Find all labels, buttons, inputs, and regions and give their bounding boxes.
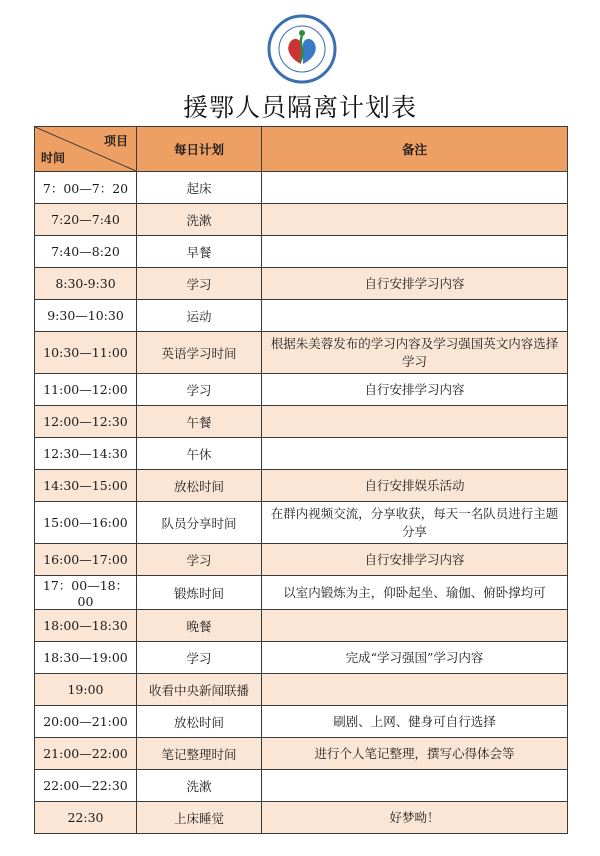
table-row — [35, 332, 568, 374]
table-header-row — [35, 127, 568, 172]
plan-cell: 午休 — [137, 438, 262, 470]
time-cell: 22:30 — [35, 802, 137, 834]
time-cell: 12:00—12:30 — [35, 406, 137, 438]
plan-cell: 洗漱 — [137, 204, 262, 236]
note-cell — [262, 204, 568, 236]
plan-cell: 晚餐 — [137, 610, 262, 642]
time-cell: 22:00—22:30 — [35, 770, 137, 802]
plan-cell: 上床睡觉 — [137, 802, 262, 834]
plan-cell: 收看中央新闻联播 — [137, 674, 262, 706]
table-row — [35, 172, 568, 204]
table-row — [35, 438, 568, 470]
plan-cell: 放松时间 — [137, 706, 262, 738]
table-row — [35, 374, 568, 406]
time-cell: 7：00—7：20 — [35, 172, 137, 204]
time-cell: 7:20—7:40 — [35, 204, 137, 236]
note-cell — [262, 610, 568, 642]
note-cell — [262, 172, 568, 204]
diagonal-header-cell — [35, 127, 137, 172]
note-cell — [262, 674, 568, 706]
note-cell: 自行安排娱乐活动 — [262, 470, 568, 502]
time-cell: 7:40—8:20 — [35, 236, 137, 268]
table-row — [35, 738, 568, 770]
time-cell: 18:30—19:00 — [35, 642, 137, 674]
plan-cell: 放松时间 — [137, 470, 262, 502]
note-cell: 根据朱美蓉发布的学习内容及学习强国英文内容选择学习 — [262, 332, 568, 374]
page-title: 援鄂人员隔离计划表 — [182, 93, 417, 122]
note-cell — [262, 236, 568, 268]
table-row — [35, 802, 568, 834]
time-cell: 15:00—16:00 — [35, 502, 137, 544]
table-row — [35, 576, 568, 610]
time-cell: 20:00—21:00 — [35, 706, 137, 738]
plan-cell: 早餐 — [137, 236, 262, 268]
note-cell: 以室内锻炼为主，仰卧起坐、瑜伽、俯卧撑均可 — [262, 576, 568, 610]
schedule-table — [34, 126, 568, 834]
table-row — [35, 300, 568, 332]
hospital-logo — [267, 14, 337, 84]
note-cell: 在群内视频交流，分享收获，每天一名队员进行主题分享 — [262, 502, 568, 544]
note-cell: 完成“学习强国”学习内容 — [262, 642, 568, 674]
note-cell — [262, 300, 568, 332]
time-cell: 18:00—18:30 — [35, 610, 137, 642]
table-row — [35, 406, 568, 438]
note-cell: 自行安排学习内容 — [262, 268, 568, 300]
table-row — [35, 706, 568, 738]
plan-cell: 学习 — [137, 544, 262, 576]
header-remarks: 备注 — [262, 127, 568, 172]
plan-cell: 起床 — [137, 172, 262, 204]
note-cell: 进行个人笔记整理，撰写心得体会等 — [262, 738, 568, 770]
table-row — [35, 770, 568, 802]
time-cell: 10:30—11:00 — [35, 332, 137, 374]
table-row — [35, 642, 568, 674]
plan-cell: 学习 — [137, 374, 262, 406]
time-cell: 16:00—17:00 — [35, 544, 137, 576]
table-row — [35, 502, 568, 544]
time-cell: 14:30—15:00 — [35, 470, 137, 502]
plan-cell: 英语学习时间 — [137, 332, 262, 374]
note-cell: 自行安排学习内容 — [262, 374, 568, 406]
note-cell — [262, 438, 568, 470]
note-cell — [262, 406, 568, 438]
time-cell: 17：00—18：00 — [35, 576, 137, 610]
time-cell: 8:30-9:30 — [35, 268, 137, 300]
table-row — [35, 236, 568, 268]
table-row — [35, 268, 568, 300]
table-row — [35, 674, 568, 706]
plan-cell: 学习 — [137, 642, 262, 674]
plan-cell: 洗漱 — [137, 770, 262, 802]
time-cell: 9:30—10:30 — [35, 300, 137, 332]
plan-cell: 锻炼时间 — [137, 576, 262, 610]
header-project-label: 项目 — [103, 134, 128, 148]
table-row — [35, 544, 568, 576]
note-cell: 好梦呦！ — [262, 802, 568, 834]
time-cell: 19:00 — [35, 674, 137, 706]
header-time-label: 时间 — [41, 151, 66, 165]
table-row — [35, 470, 568, 502]
plan-cell: 学习 — [137, 268, 262, 300]
plan-cell: 笔记整理时间 — [137, 738, 262, 770]
note-cell: 刷剧、上网、健身可自行选择 — [262, 706, 568, 738]
plan-cell: 午餐 — [137, 406, 262, 438]
table-row — [35, 204, 568, 236]
note-cell: 自行安排学习内容 — [262, 544, 568, 576]
plan-cell: 运动 — [137, 300, 262, 332]
header-daily-plan: 每日计划 — [137, 127, 262, 172]
plan-cell: 队员分享时间 — [137, 502, 262, 544]
time-cell: 11:00—12:00 — [35, 374, 137, 406]
time-cell: 21:00—22:00 — [35, 738, 137, 770]
table-row — [35, 610, 568, 642]
time-cell: 12:30—14:30 — [35, 438, 137, 470]
note-cell — [262, 770, 568, 802]
